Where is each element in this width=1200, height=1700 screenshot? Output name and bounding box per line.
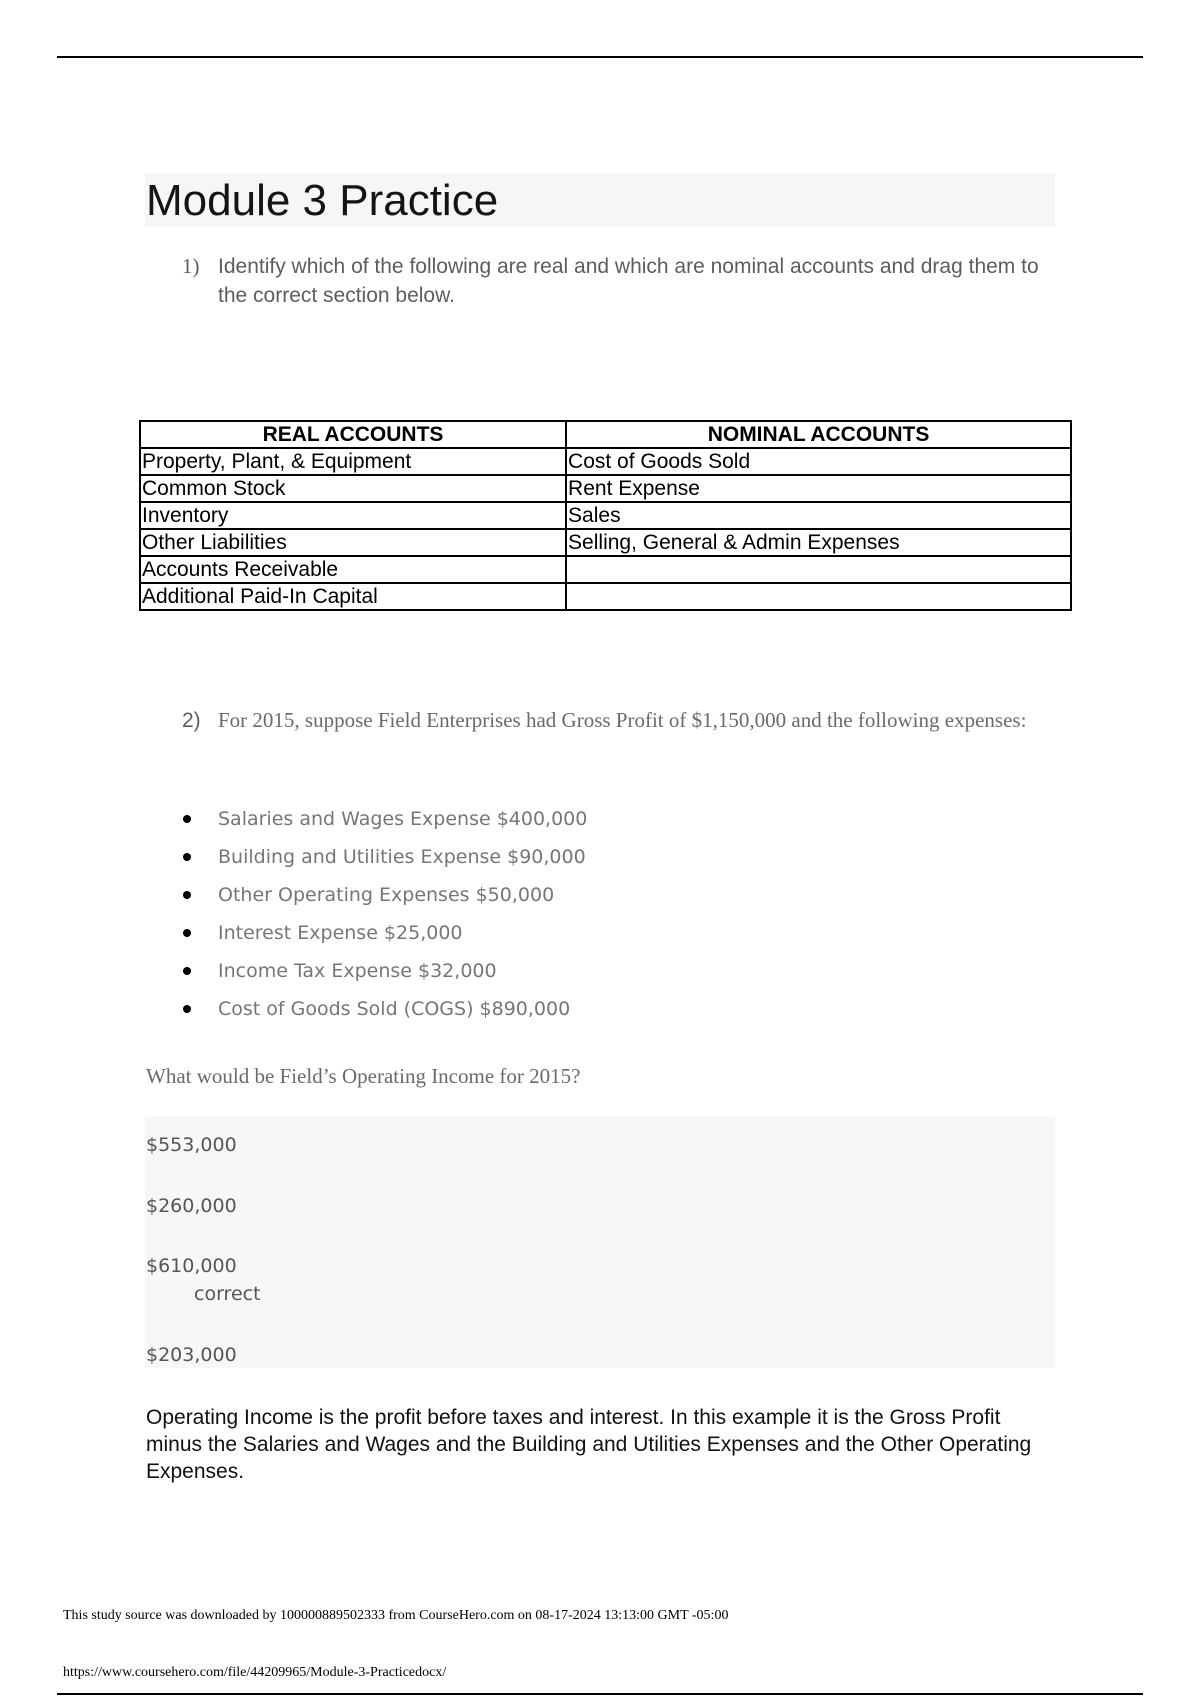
question-1 [146, 252, 1046, 310]
download-source-note: This study source was downloaded by 100000889502333 from CourseHero.com on 08-17-2024 13:13:00 GMT -05:00 [63, 1608, 729, 1623]
question-2-prompt: What would be Field’s Operating Income for 2015? [146, 1064, 581, 1088]
bullet-icon [183, 1005, 191, 1013]
expense-label: Cost of Goods Sold (COGS) $890,000 [218, 998, 571, 1020]
real-account-cell[interactable]: Property, Plant, & Equipment [140, 448, 566, 475]
nominal-account-cell-empty[interactable] [566, 583, 1071, 610]
real-account-cell[interactable]: Common Stock [140, 475, 566, 502]
real-account-cell[interactable]: Other Liabilities [140, 529, 566, 556]
expense-label: Income Tax Expense $32,000 [218, 960, 497, 982]
nominal-account-cell[interactable]: Rent Expense [566, 475, 1071, 502]
expense-label: Interest Expense $25,000 [218, 922, 463, 944]
bullet-icon [183, 929, 191, 937]
top-rule [57, 56, 1143, 58]
list-item [146, 990, 587, 1028]
question-1-text: Identify which of the following are real and which are nominal accounts and drag them to the correct section below. [218, 255, 1039, 307]
real-accounts-header: REAL ACCOUNTS [140, 421, 566, 448]
question-2-text: For 2015, suppose Field Enterprises had Gross Profit of $1,150,000 and the following expenses: [218, 708, 1027, 732]
answer-option-2[interactable]: $260,000 [146, 1195, 237, 1217]
list-item [146, 838, 587, 876]
source-url[interactable]: https://www.coursehero.com/file/44209965/Module-3-Practicedocx/ [63, 1665, 447, 1680]
answer-explanation: Operating Income is the profit before taxes and interest. In this example it is the Gross Profit minus the Salaries and Wages and the Building and Utilities Expenses and the Other Operating Expenses. [146, 1406, 1032, 1483]
table-row [140, 475, 1071, 502]
bullet-icon [183, 891, 191, 899]
expense-label: Building and Utilities Expense $90,000 [218, 846, 586, 868]
table-row [140, 556, 1071, 583]
list-item [146, 876, 587, 914]
bullet-icon [183, 853, 191, 861]
bullet-icon [183, 967, 191, 975]
answer-option-3[interactable]: $610,000 [146, 1255, 237, 1277]
question-1-number: 1) [182, 254, 200, 278]
nominal-account-cell[interactable]: Selling, General & Admin Expenses [566, 529, 1071, 556]
page-title: Module 3 Practice [146, 176, 499, 225]
expense-label: Other Operating Expenses $50,000 [218, 884, 555, 906]
correct-answer-label: correct [194, 1283, 261, 1305]
answer-option-4[interactable]: $203,000 [146, 1344, 237, 1366]
nominal-account-cell[interactable]: Sales [566, 502, 1071, 529]
table-row [140, 529, 1071, 556]
table-row [140, 583, 1071, 610]
expense-label: Salaries and Wages Expense $400,000 [218, 808, 588, 830]
nominal-account-cell[interactable]: Cost of Goods Sold [566, 448, 1071, 475]
real-account-cell[interactable]: Additional Paid-In Capital [140, 583, 566, 610]
real-account-cell[interactable]: Accounts Receivable [140, 556, 566, 583]
bullet-icon [183, 815, 191, 823]
table-row [140, 448, 1071, 475]
table-row [140, 502, 1071, 529]
list-item [146, 952, 587, 990]
question-2-number: 2) [182, 709, 201, 732]
question-2 [146, 701, 1046, 740]
bottom-rule [57, 1693, 1143, 1695]
answer-choices [145, 1116, 1055, 1368]
table-header-row [140, 421, 1071, 448]
list-item [146, 800, 587, 838]
list-item [146, 914, 587, 952]
expense-list [146, 800, 587, 1028]
answer-option-1[interactable]: $553,000 [146, 1134, 237, 1156]
nominal-accounts-header: NOMINAL ACCOUNTS [566, 421, 1071, 448]
nominal-account-cell-empty[interactable] [566, 556, 1071, 583]
accounts-table [139, 420, 1072, 611]
real-account-cell[interactable]: Inventory [140, 502, 566, 529]
